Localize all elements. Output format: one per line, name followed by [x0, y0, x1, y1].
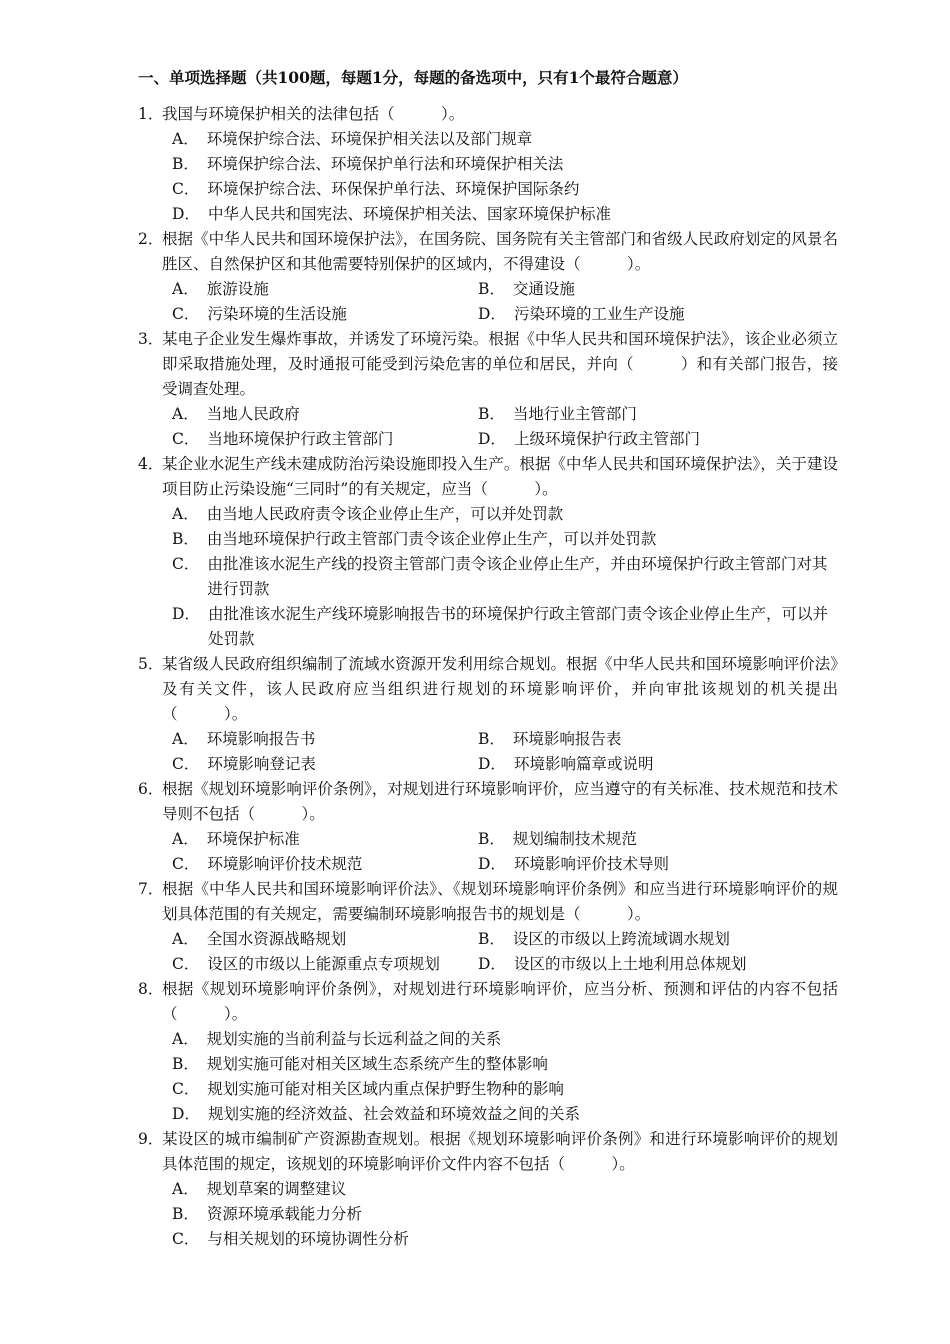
- option-label: A．: [172, 130, 199, 148]
- question-5: [138, 652, 838, 777]
- option-b: [478, 402, 838, 427]
- question-number: 5．: [138, 655, 164, 673]
- option-a: [172, 127, 838, 152]
- question-text: 根据《中华人民共和国环境影响评价法》、《规划环境影响评价条例》和应当进行环境影响评价的规划具体范围的有关规定，需要编制环境影响报告书的规划是（ ）。: [162, 880, 838, 923]
- option-label: B．: [478, 730, 505, 748]
- option-a: [172, 827, 478, 852]
- option-label: B．: [478, 830, 505, 848]
- option-label: C．: [172, 1080, 200, 1098]
- option-text: 旅游设施: [206, 280, 269, 298]
- option-a: [172, 502, 838, 527]
- question-number: 7．: [138, 880, 164, 898]
- option-text: 环境影响篇章或说明: [513, 755, 654, 773]
- option-label: A．: [172, 930, 199, 948]
- option-text: 环境影响报告表: [512, 730, 622, 748]
- question-1: [138, 102, 838, 227]
- option-b: [172, 1202, 838, 1227]
- option-d: [478, 852, 838, 877]
- option-b: [478, 827, 838, 852]
- question-9: [138, 1127, 838, 1252]
- option-text: 污染环境的工业生产设施: [513, 305, 685, 323]
- option-label: A．: [172, 1030, 199, 1048]
- question-text: 根据《中华人民共和国环境保护法》，在国务院、国务院有关主管部门和省级人民政府划定的风景名胜区、自然保护区和其他需要特别保护的区域内，不得建设（ ）。: [162, 230, 838, 273]
- option-label: A．: [172, 505, 199, 523]
- question-stem: [138, 1127, 838, 1177]
- option-label: C．: [172, 755, 200, 773]
- option-d: [478, 752, 838, 777]
- option-text: 规划实施可能对相关区域内重点保护野生物种的影响: [207, 1080, 564, 1098]
- option-label: B．: [172, 155, 199, 173]
- option-label: A．: [172, 730, 199, 748]
- option-text: 当地行业主管部门: [512, 405, 637, 423]
- option-text: 由当地环境保护行政主管部门责令该企业停止生产，可以并处罚款: [206, 530, 657, 548]
- option-label: C．: [172, 855, 200, 873]
- option-label: D．: [172, 205, 200, 223]
- option-d: [478, 427, 838, 452]
- option-text: 环境保护综合法、环保保护单行法、环境保护国际条约: [207, 180, 580, 198]
- option-text: 全国水资源战略规划: [206, 930, 347, 948]
- option-a: [172, 277, 478, 302]
- question-text: 我国与环境保护相关的法律包括（ ）。: [162, 105, 465, 123]
- question-stem: [138, 877, 838, 927]
- option-list: [138, 127, 838, 227]
- option-label: D．: [172, 1105, 200, 1123]
- option-c: [172, 177, 838, 202]
- question-number: 2．: [138, 230, 164, 248]
- question-8: [138, 977, 838, 1127]
- option-label: C．: [172, 955, 200, 973]
- question-text: 根据《规划环境影响评价条例》，对规划进行环境影响评价，应当遵守的有关标准、技术规范和技术导则不包括（ ）。: [162, 780, 838, 823]
- option-c: [172, 752, 478, 777]
- option-text: 环境影响评价技术规范: [207, 855, 363, 873]
- option-c: [172, 1077, 838, 1102]
- option-text: 环境保护综合法、环境保护单行法和环境保护相关法: [206, 155, 564, 173]
- question-number: 4．: [138, 455, 164, 473]
- option-a: [172, 727, 478, 752]
- option-text: 规划编制技术规范: [512, 830, 637, 848]
- option-b: [172, 1052, 838, 1077]
- option-label: D．: [478, 430, 506, 448]
- option-label: D．: [478, 305, 506, 323]
- question-text: 某省级人民政府组织编制了流域水资源开发利用综合规划。根据《中华人民共和国环境影响评价法》及有关文件，该人民政府应当组织进行规划的环境影响评价，并向审批该规划的机关提出（ ）。: [162, 655, 838, 723]
- option-text: 设区的市级以上能源重点专项规划: [207, 955, 440, 973]
- option-label: D．: [172, 605, 200, 623]
- option-text: 规划草案的调整建议: [206, 1180, 347, 1198]
- question-stem: [138, 102, 838, 127]
- option-label: A．: [172, 405, 199, 423]
- option-label: D．: [478, 955, 506, 973]
- option-d: [478, 302, 838, 327]
- option-text: 环境影响报告书: [206, 730, 316, 748]
- option-label: C．: [172, 1230, 200, 1248]
- option-text: 由批准该水泥生产线环境影响报告书的环境保护行政主管部门责令该企业停止生产，可以并处罚款: [207, 605, 828, 648]
- option-label: A．: [172, 280, 199, 298]
- option-b: [478, 927, 838, 952]
- option-label: A．: [172, 1180, 199, 1198]
- option-label: B．: [172, 530, 199, 548]
- option-label: C．: [172, 555, 200, 573]
- option-list: [138, 502, 838, 652]
- option-text: 设区的市级以上土地利用总体规划: [513, 955, 747, 973]
- question-3: [138, 327, 838, 452]
- question-number: 9．: [138, 1130, 164, 1148]
- option-b: [172, 152, 838, 177]
- question-6: [138, 777, 838, 877]
- question-stem: [138, 977, 838, 1027]
- question-list: [138, 102, 838, 1252]
- question-text: 某电子企业发生爆炸事故，并诱发了环境污染。根据《中华人民共和国环境保护法》，该企业必须立即采取措施处理，及时通报可能受到污染危害的单位和居民，并向（ ）和有关部门报告，接受调查处理。: [162, 330, 838, 398]
- option-text: 中华人民共和国宪法、环境保护相关法、国家环境保护标准: [207, 205, 611, 223]
- question-number: 8．: [138, 980, 164, 998]
- question-text: 某企业水泥生产线未建成防治污染设施即投入生产。根据《中华人民共和国环境保护法》，关于建设项目防止污染设施“三同时”的有关规定，应当（ ）。: [162, 455, 838, 498]
- option-label: B．: [478, 405, 505, 423]
- option-text: 环境保护标准: [206, 830, 300, 848]
- question-4: [138, 452, 838, 652]
- option-text: 规划实施可能对相关区域生态系统产生的整体影响: [206, 1055, 548, 1073]
- option-c: [172, 552, 838, 602]
- question-number: 6．: [138, 780, 164, 798]
- question-stem: [138, 652, 838, 727]
- option-text: 交通设施: [512, 280, 575, 298]
- option-text: 设区的市级以上跨流域调水规划: [512, 930, 730, 948]
- option-label: C．: [172, 180, 200, 198]
- question-number: 1．: [138, 105, 164, 123]
- option-a: [172, 927, 478, 952]
- option-text: 由批准该水泥生产线的投资主管部门责令该企业停止生产，并由环境保护行政主管部门对其进行罚款: [207, 555, 828, 598]
- option-label: C．: [172, 305, 200, 323]
- question-2: [138, 227, 838, 327]
- option-label: B．: [172, 1055, 199, 1073]
- option-text: 当地环境保护行政主管部门: [207, 430, 394, 448]
- section-title: 一、单项选择题（共100题，每题1分，每题的备选项中，只有1个最符合题意）: [138, 68, 688, 87]
- option-d: [172, 202, 838, 227]
- option-label: C．: [172, 430, 200, 448]
- option-text: 污染环境的生活设施: [207, 305, 347, 323]
- question-text: 某设区的城市编制矿产资源勘查规划。根据《规划环境影响评价条例》和进行环境影响评价的规划具体范围的规定，该规划的环境影响评价文件内容不包括（ ）。: [162, 1130, 838, 1173]
- option-c: [172, 952, 478, 977]
- option-label: B．: [478, 930, 505, 948]
- option-c: [172, 427, 478, 452]
- option-label: B．: [172, 1205, 199, 1223]
- option-text: 由当地人民政府责令该企业停止生产，可以并处罚款: [206, 505, 564, 523]
- option-text: 规划实施的当前利益与长远利益之间的关系: [206, 1030, 502, 1048]
- option-c: [172, 1227, 838, 1252]
- option-c: [172, 302, 478, 327]
- option-text: 规划实施的经济效益、社会效益和环境效益之间的关系: [207, 1105, 580, 1123]
- question-stem: [138, 777, 838, 827]
- question-stem: [138, 227, 838, 277]
- option-a: [172, 1027, 838, 1052]
- option-text: 当地人民政府: [206, 405, 300, 423]
- question-stem: [138, 452, 838, 502]
- option-b: [172, 527, 838, 552]
- option-a: [172, 1177, 838, 1202]
- option-d: [172, 1102, 838, 1127]
- option-text: 环境影响评价技术导则: [513, 855, 669, 873]
- option-list: [138, 927, 838, 977]
- option-label: B．: [478, 280, 505, 298]
- question-stem: [138, 327, 838, 402]
- option-c: [172, 852, 478, 877]
- question-7: [138, 877, 838, 977]
- option-b: [478, 277, 838, 302]
- option-a: [172, 402, 478, 427]
- option-list: [138, 1177, 838, 1252]
- option-text: 与相关规划的环境协调性分析: [207, 1230, 409, 1248]
- option-label: D．: [478, 755, 506, 773]
- option-b: [478, 727, 838, 752]
- option-text: 环境影响登记表: [207, 755, 316, 773]
- option-list: [138, 1027, 838, 1127]
- option-list: [138, 402, 838, 452]
- option-text: 资源环境承载能力分析: [206, 1205, 362, 1223]
- option-list: [138, 727, 838, 777]
- option-d: [172, 602, 838, 652]
- option-label: D．: [478, 855, 506, 873]
- question-text: 根据《规划环境影响评价条例》，对规划进行环境影响评价，应当分析、预测和评估的内容不包括（ ）。: [162, 980, 838, 1023]
- option-list: [138, 827, 838, 877]
- option-label: A．: [172, 830, 199, 848]
- option-text: 上级环境保护行政主管部门: [513, 430, 700, 448]
- option-d: [478, 952, 838, 977]
- option-text: 环境保护综合法、环境保护相关法以及部门规章: [206, 130, 533, 148]
- option-list: [138, 277, 838, 327]
- question-number: 3．: [138, 330, 164, 348]
